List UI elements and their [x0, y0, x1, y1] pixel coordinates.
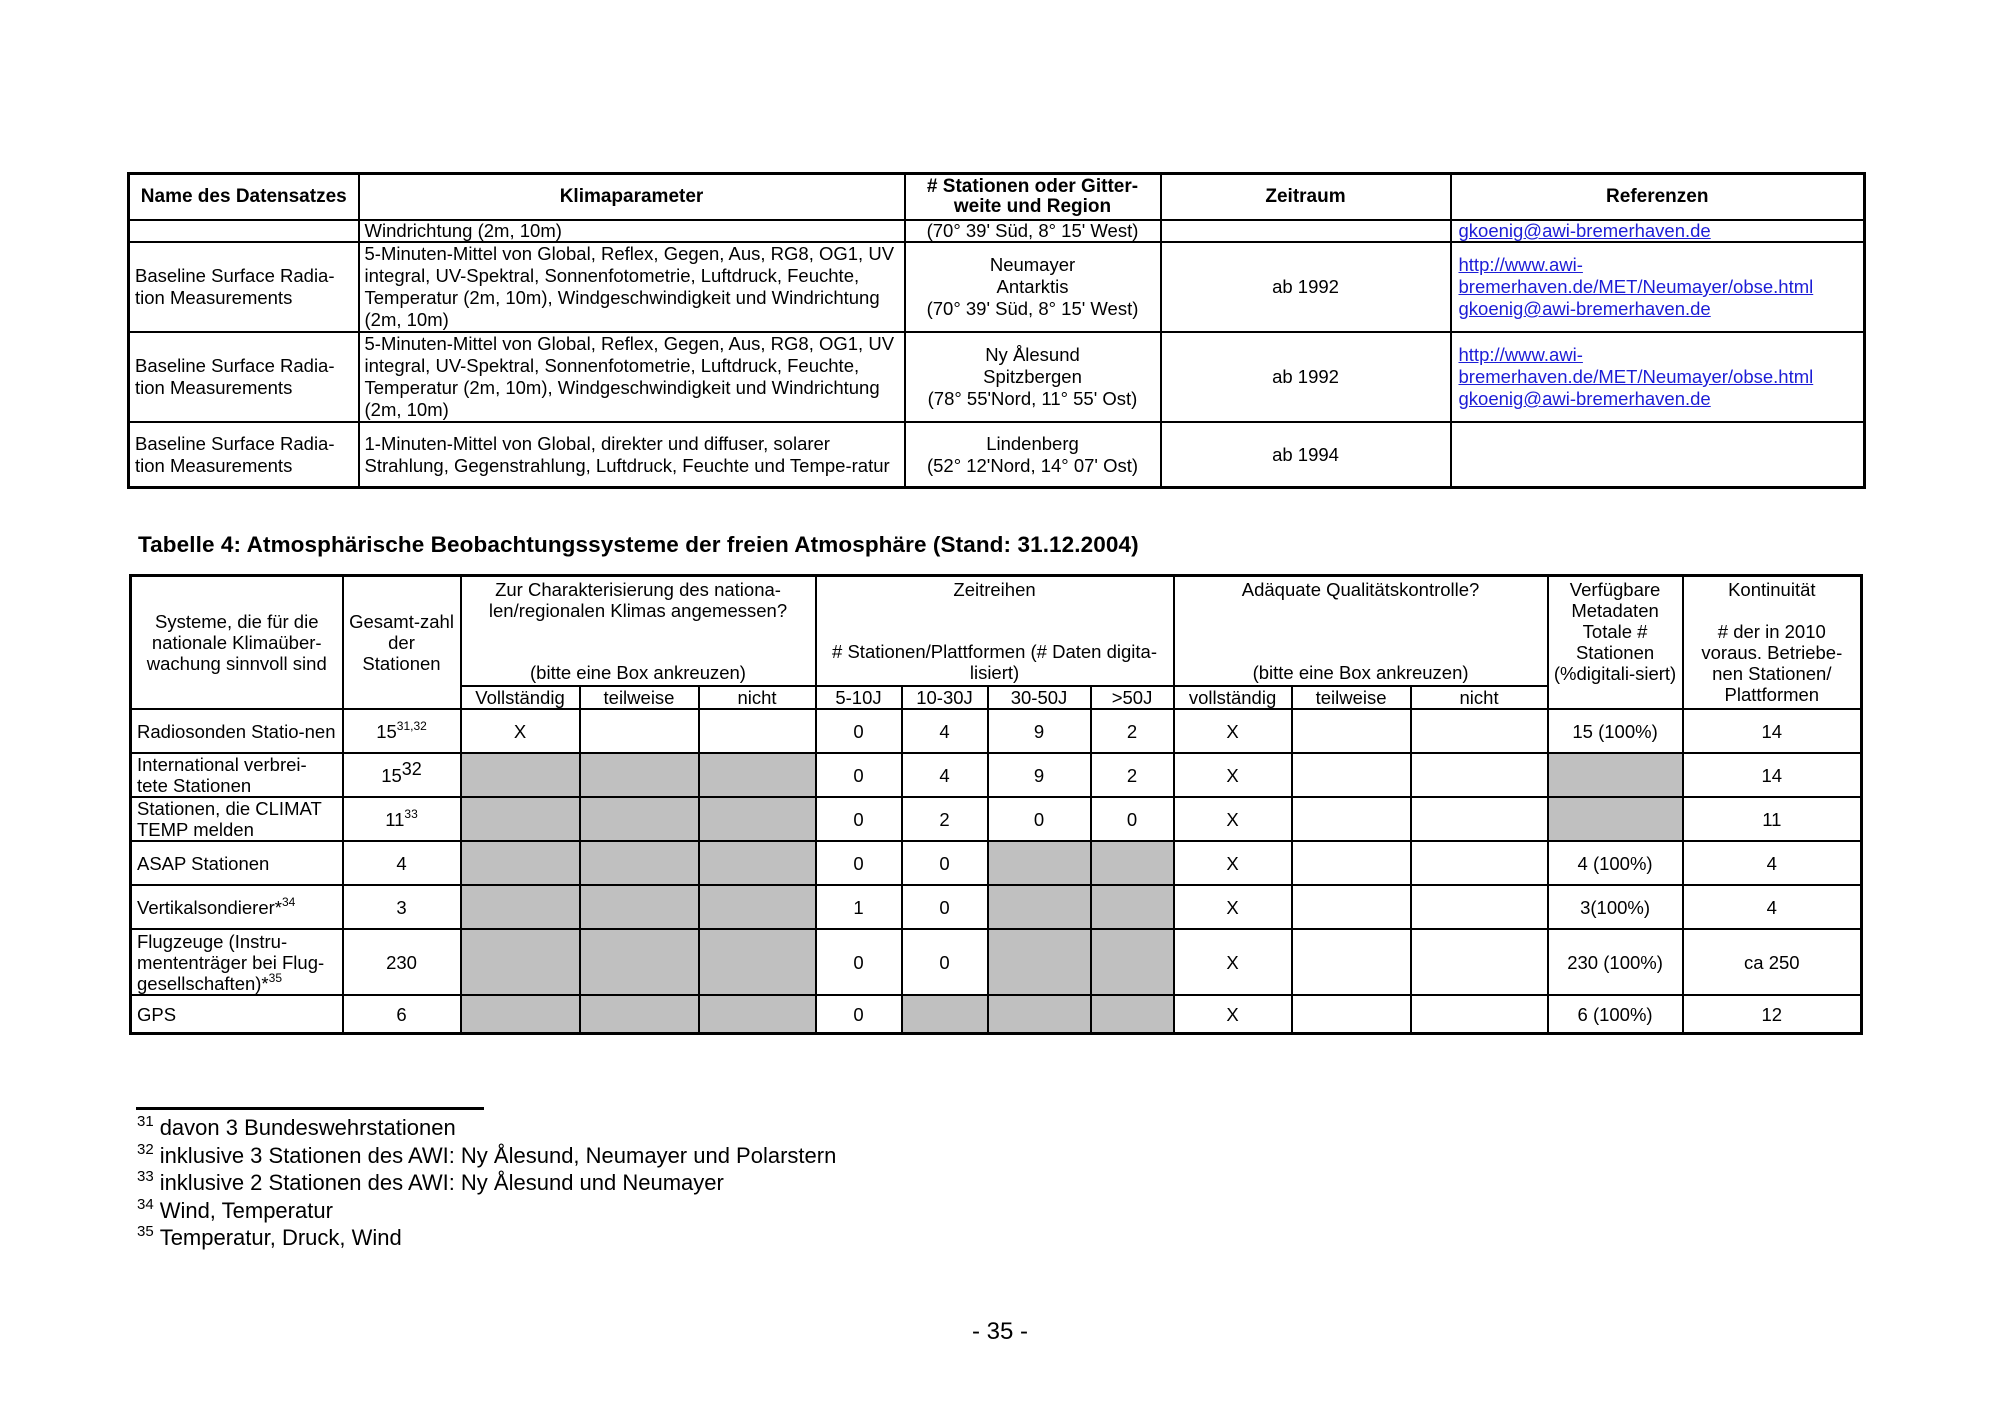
col-header-metadaten: Verfügbare Metadaten Totale # Stationen (%digitali-siert): [1548, 576, 1683, 710]
cell-kontinuitaet: 14: [1683, 753, 1862, 797]
cell-char-vollstaendig: [461, 995, 580, 1034]
system-name: International verbrei-tete Stationen: [137, 754, 307, 796]
cell-klimaparameter: 1-Minuten-Mittel von Global, direkter und diffuser, solarer Strahlung, Gegenstrahlung, Luftdruck, Feuchte und Tempe-ratur: [359, 422, 905, 488]
cell-metadaten: 15 (100%): [1548, 709, 1683, 753]
gesamt-value: 4: [396, 852, 407, 874]
cell-qual-vollstaendig: X: [1174, 709, 1292, 753]
cell-qual-teilweise: [1292, 995, 1411, 1034]
cell-zeit-30-50: [988, 841, 1091, 885]
col-header-stationen: # Stationen oder Gitter-weite und Region: [905, 174, 1161, 221]
table4-caption: Tabelle 4: Atmosphärische Beobachtungssysteme der freien Atmosphäre (Stand: 31.12.2004): [138, 532, 1139, 557]
footnote-number: 34: [137, 1195, 154, 1213]
cell-metadaten: 230 (100%): [1548, 929, 1683, 995]
system-row: [131, 709, 1862, 753]
reference-link[interactable]: http://www.awi-: [1458, 254, 1583, 275]
cell-zeit-5-10: 1: [816, 885, 902, 929]
footnote-text: davon 3 Bundeswehrstationen: [159, 1115, 456, 1140]
cell-qual-teilweise: [1292, 797, 1411, 841]
cell-zeit-over-50: 2: [1091, 709, 1174, 753]
cell-gesamt: [343, 841, 461, 885]
cell-char-vollstaendig: [461, 753, 580, 797]
dataset-row: [129, 242, 1865, 332]
footnote-ref: 31,32: [396, 718, 427, 733]
cell-zeitraum: ab 1992: [1161, 242, 1451, 332]
reference-email-link[interactable]: gkoenig@awi-bremerhaven.de: [1458, 220, 1711, 241]
cell-metadaten: 3(100%): [1548, 885, 1683, 929]
cell-kontinuitaet: 4: [1683, 841, 1862, 885]
cell-qual-vollstaendig: X: [1174, 929, 1292, 995]
cell-qual-teilweise: [1292, 753, 1411, 797]
system-row: [131, 929, 1862, 995]
cell-char-teilweise: [580, 929, 699, 995]
station-line: Lindenberg: [986, 432, 1079, 454]
cell-char-vollstaendig: X: [461, 709, 580, 753]
cell-zeit-over-50: 0: [1091, 797, 1174, 841]
gesamt-value: 15: [376, 720, 397, 742]
col-header-name: Name des Datensatzes: [129, 174, 359, 221]
subheader-zeit-10-30: 10-30J: [902, 686, 988, 709]
cell-referenz: [1451, 242, 1865, 332]
cell-metadaten: [1548, 797, 1683, 841]
cell-qual-vollstaendig: X: [1174, 841, 1292, 885]
cell-station: [905, 242, 1161, 332]
cell-qual-teilweise: [1292, 709, 1411, 753]
cell-qual-vollstaendig: X: [1174, 797, 1292, 841]
cell-gesamt: [343, 929, 461, 995]
footnote-ref: 33: [404, 806, 418, 821]
cell-system-name: [131, 885, 343, 929]
page-number: - 35 -: [971, 1318, 1028, 1345]
cell-zeitraum: ab 1994: [1161, 422, 1451, 488]
col-header-qualitaetskontrolle: [1174, 576, 1548, 687]
cell-char-teilweise: [580, 753, 699, 797]
subheader-char-nicht: nicht: [699, 686, 816, 709]
cell-char-nicht: [699, 709, 816, 753]
gesamt-value: 11: [385, 808, 405, 830]
subheader-qual-vollstaendig: vollständig: [1174, 686, 1292, 709]
cell-station: [905, 422, 1161, 488]
system-name: ASAP Stationen: [137, 852, 270, 874]
footnote-number: 33: [137, 1168, 154, 1185]
subheader-qual-teilweise: teilweise: [1292, 686, 1411, 709]
subheader-char-teilweise: teilweise: [580, 686, 699, 709]
cell-zeit-30-50: 0: [988, 797, 1091, 841]
cell-name: Baseline Surface Radia-tion Measurements: [129, 422, 359, 488]
system-row: [131, 797, 1862, 841]
kontinuitaet-title: Kontinuität: [1728, 579, 1816, 600]
system-name: Stationen, die CLIMAT TEMP melden: [137, 798, 322, 840]
cell-zeit-10-30: 4: [902, 753, 988, 797]
station-line: Antarktis: [996, 276, 1069, 297]
cell-system-name: [131, 709, 343, 753]
cell-referenz: [1451, 220, 1865, 242]
system-row: [131, 753, 1862, 797]
cell-qual-vollstaendig: X: [1174, 885, 1292, 929]
cell-char-teilweise: [580, 995, 699, 1034]
cell-zeit-10-30: 0: [902, 929, 988, 995]
cell-qual-nicht: [1411, 753, 1548, 797]
station-line: (52° 12'Nord, 14° 07' Ost): [926, 454, 1139, 476]
col-header-systeme: Systeme, die für die nationale Klimaüber-wachung sinnvoll sind: [131, 576, 343, 710]
cell-zeit-10-30: 0: [902, 885, 988, 929]
cell-char-nicht: [699, 995, 816, 1034]
cell-zeit-10-30: 0: [902, 841, 988, 885]
cell-gesamt: [343, 995, 461, 1034]
station-line: (70° 39' Süd, 8° 15' West): [926, 298, 1139, 319]
datasets-continued-row: [129, 220, 1865, 242]
cell-gesamt: [343, 797, 461, 841]
cell-system-name: [131, 797, 343, 841]
cell-qual-teilweise: [1292, 841, 1411, 885]
station-line: Neumayer: [989, 254, 1076, 275]
cell-kontinuitaet: 4: [1683, 885, 1862, 929]
charakterisierung-hint: (bitte eine Box ankreuzen): [530, 662, 746, 683]
cell-zeit-5-10: 0: [816, 709, 902, 753]
cell-char-nicht: [699, 753, 816, 797]
cell-qual-nicht: [1411, 929, 1548, 995]
dataset-row: [129, 422, 1865, 488]
kontinuitaet-subtitle: # der in 2010 voraus. Betriebe-nen Stationen/ Plattformen: [1701, 621, 1843, 705]
cell-referenz: [1451, 332, 1865, 422]
qualitaet-question: Adäquate Qualitätskontrolle?: [1241, 579, 1480, 600]
zeitreihen-title: Zeitreihen: [953, 579, 1036, 600]
cell-zeit-5-10: 0: [816, 995, 902, 1034]
zeitreihen-subtitle: # Stationen/Plattformen (# Daten digita-lisiert): [832, 641, 1157, 683]
cell-char-teilweise: [580, 797, 699, 841]
cell-zeit-30-50: [988, 929, 1091, 995]
cell-system-name: [131, 929, 343, 995]
cell-char-teilweise: [580, 709, 699, 753]
cell-zeit-5-10: 0: [816, 753, 902, 797]
system-row: [131, 995, 1862, 1034]
system-name: Flugzeuge (Instru-mententräger bei Flug-gesellschaften)*: [137, 930, 325, 994]
cell-zeit-5-10: 0: [816, 929, 902, 995]
cell-zeit-5-10: 0: [816, 841, 902, 885]
cell-name: Baseline Surface Radia-tion Measurements: [129, 332, 359, 422]
cell-char-vollstaendig: [461, 929, 580, 995]
footnote: [137, 1169, 836, 1197]
cell-kontinuitaet: ca 250: [1683, 929, 1862, 995]
cell-char-teilweise: [580, 885, 699, 929]
system-name: GPS: [137, 1003, 177, 1025]
cell-klimaparameter: Windrichtung (2m, 10m): [359, 220, 905, 242]
cell-char-vollstaendig: [461, 797, 580, 841]
cell-name: [129, 220, 359, 242]
footnote: [137, 1114, 836, 1142]
footnote-text: Wind, Temperatur: [159, 1197, 333, 1223]
footnote-separator: [136, 1107, 484, 1110]
cell-zeit-over-50: [1091, 929, 1174, 995]
cell-zeit-over-50: [1091, 885, 1174, 929]
cell-qual-nicht: [1411, 885, 1548, 929]
cell-zeitraum: ab 1992: [1161, 332, 1451, 422]
gesamt-value: 230: [386, 951, 417, 973]
col-header-zeitraum: Zeitraum: [1161, 174, 1451, 221]
footnote-number: 31: [137, 1113, 154, 1130]
cell-kontinuitaet: 11: [1683, 797, 1862, 841]
reference-link[interactable]: gkoenig@awi-bremerhaven.de: [1458, 298, 1711, 319]
gesamt-value: 15: [381, 764, 402, 786]
station-line: Ny Ålesund: [985, 344, 1080, 365]
dataset-row: [129, 332, 1865, 422]
gesamt-value: 6: [396, 1003, 407, 1025]
footnote: [137, 1142, 836, 1170]
cell-qual-nicht: [1411, 709, 1548, 753]
gesamt-value: 3: [396, 896, 407, 918]
cell-kontinuitaet: 12: [1683, 995, 1862, 1034]
station-line: (78° 55'Nord, 11° 55' Ost): [927, 388, 1138, 409]
cell-qual-nicht: [1411, 995, 1548, 1034]
cell-char-teilweise: [580, 841, 699, 885]
subheader-qual-nicht: nicht: [1411, 686, 1548, 709]
cell-char-nicht: [699, 929, 816, 995]
cell-referenz: [1451, 422, 1865, 488]
system-row: [131, 841, 1862, 885]
footnote-text: inklusive 2 Stationen des AWI: Ny Ålesund und Neumayer: [159, 1170, 724, 1195]
cell-zeit-over-50: 2: [1091, 753, 1174, 797]
cell-zeit-10-30: 2: [902, 797, 988, 841]
col-header-klimaparameter: Klimaparameter: [359, 174, 905, 221]
cell-char-vollstaendig: [461, 885, 580, 929]
cell-char-nicht: [699, 885, 816, 929]
system-name: Vertikalsondierer*: [137, 896, 282, 918]
cell-station: [905, 332, 1161, 422]
table4-header-row: [131, 576, 1862, 687]
footnote-ref: 34: [282, 894, 296, 909]
subheader-char-vollstaendig: Vollständig: [461, 686, 580, 709]
cell-zeit-30-50: [988, 995, 1091, 1034]
cell-system-name: [131, 753, 343, 797]
system-name: Radiosonden Statio-nen: [137, 720, 336, 742]
cell-qual-nicht: [1411, 841, 1548, 885]
cell-zeit-10-30: [902, 995, 988, 1034]
footnotes: [137, 1114, 836, 1252]
system-row: [131, 885, 1862, 929]
cell-qual-nicht: [1411, 797, 1548, 841]
col-header-gesamt: Gesamt-zahl der Stationen: [343, 576, 461, 710]
cell-zeit-30-50: 9: [988, 753, 1091, 797]
footnote-number: 35: [137, 1223, 154, 1240]
datasets-header-row: [129, 174, 1865, 221]
station-line: Spitzbergen: [983, 366, 1082, 387]
cell-name: Baseline Surface Radia-tion Measurements: [129, 242, 359, 332]
subheader-zeit-30-50: 30-50J: [988, 686, 1091, 709]
footnote: [137, 1224, 836, 1252]
cell-metadaten: 6 (100%): [1548, 995, 1683, 1034]
footnote-number: 32: [137, 1140, 154, 1158]
subheader-zeit-over-50: >50J: [1091, 686, 1174, 709]
cell-qual-teilweise: [1292, 885, 1411, 929]
cell-klimaparameter: 5-Minuten-Mittel von Global, Reflex, Gegen, Aus, RG8, OG1, UV integral, UV-Spektral, Sonnenfotometrie, Luftdruck, Feuchte, Temperatur (2m, 10m), Windgeschwindigkeit und Windrichtung (2m, 10m): [359, 332, 905, 422]
cell-zeit-over-50: [1091, 995, 1174, 1034]
cell-metadaten: [1548, 753, 1683, 797]
col-header-referenzen: Referenzen: [1451, 174, 1865, 221]
observation-systems-table: [129, 574, 1863, 1035]
cell-zeit-30-50: 9: [988, 709, 1091, 753]
cell-qual-teilweise: [1292, 929, 1411, 995]
footnote: [137, 1197, 836, 1225]
cell-system-name: [131, 995, 343, 1034]
cell-gesamt: [343, 709, 461, 753]
cell-zeit-10-30: 4: [902, 709, 988, 753]
cell-char-vollstaendig: [461, 841, 580, 885]
reference-link[interactable]: http://www.awi-: [1458, 344, 1583, 365]
col-header-kontinuitaet: [1683, 576, 1862, 710]
col-header-zeitreihen: [816, 576, 1174, 687]
cell-zeit-over-50: [1091, 841, 1174, 885]
cell-station: (70° 39' Süd, 8° 15' West): [905, 220, 1161, 242]
col-header-charakterisierung: [461, 576, 816, 687]
cell-system-name: [131, 841, 343, 885]
cell-gesamt: [343, 753, 461, 797]
footnote-text: inklusive 3 Stationen des AWI: Ny Ålesund, Neumayer und Polarstern: [159, 1142, 837, 1168]
cell-zeit-30-50: [988, 885, 1091, 929]
cell-char-nicht: [699, 797, 816, 841]
cell-metadaten: 4 (100%): [1548, 841, 1683, 885]
cell-zeitraum: [1161, 220, 1451, 242]
cell-qual-vollstaendig: X: [1174, 995, 1292, 1034]
footnote-text: Temperatur, Druck, Wind: [159, 1225, 402, 1250]
subheader-zeit-5-10: 5-10J: [816, 686, 902, 709]
datasets-table: [127, 172, 1866, 489]
cell-klimaparameter: 5-Minuten-Mittel von Global, Reflex, Gegen, Aus, RG8, OG1, UV integral, UV-Spektral, Sonnenfotometrie, Luftdruck, Feuchte, Temperatur (2m, 10m), Windgeschwindigkeit und Windrichtung (2m, 10m): [359, 242, 905, 332]
footnote-ref: 35: [268, 970, 282, 985]
cell-gesamt: [343, 885, 461, 929]
reference-link[interactable]: bremerhaven.de/MET/Neumayer/obse.html: [1458, 366, 1814, 387]
footnote-ref: 32: [401, 758, 422, 779]
reference-link[interactable]: bremerhaven.de/MET/Neumayer/obse.html: [1458, 276, 1814, 297]
reference-link[interactable]: gkoenig@awi-bremerhaven.de: [1458, 388, 1711, 409]
cell-char-nicht: [699, 841, 816, 885]
charakterisierung-question: Zur Charakterisierung des nationa-len/regionalen Klimas angemessen?: [488, 579, 788, 621]
cell-zeit-5-10: 0: [816, 797, 902, 841]
cell-qual-vollstaendig: X: [1174, 753, 1292, 797]
cell-kontinuitaet: 14: [1683, 709, 1862, 753]
qualitaet-hint: (bitte eine Box ankreuzen): [1252, 662, 1469, 683]
